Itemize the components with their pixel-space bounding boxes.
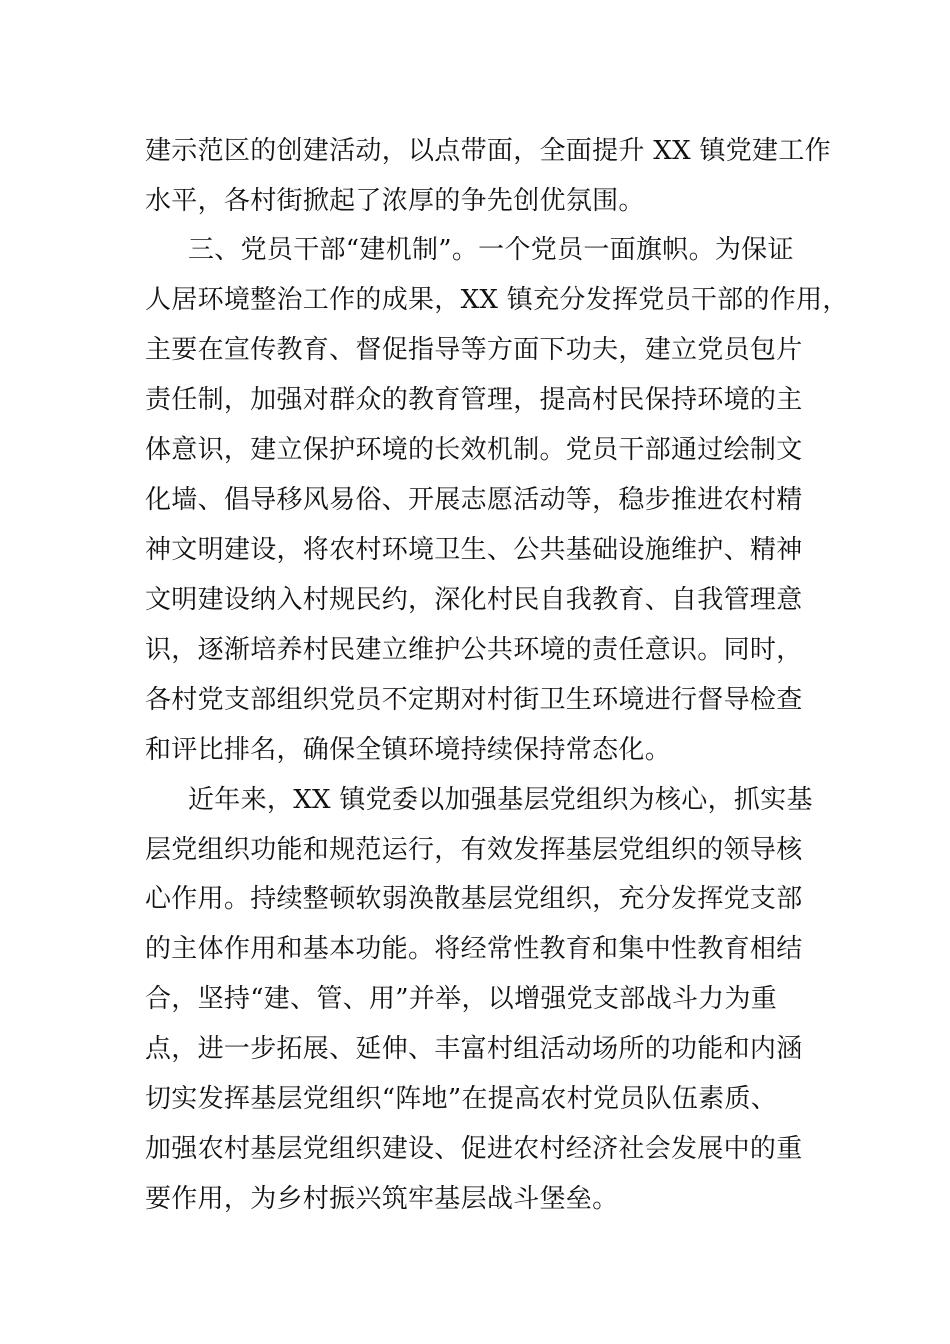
paragraph-3-line-9: 要作用，为乡村振兴筑牢基层战斗堡垒。 — [145, 1184, 619, 1214]
paragraph-2-line-11: 和评比排名，确保全镇环境持续保持常态化。 — [145, 735, 672, 765]
paragraph-2-line-4: 责任制，加强对群众的教育管理，提高村民保持环境的主 — [145, 385, 803, 415]
paragraph-3-line-6: 点，进一步拓展、延伸、丰富村组活动场所的功能和内涵 — [145, 1034, 803, 1064]
paragraph-3-line-7: 切实发挥基层党组织“阵地”在提高农村党员队伍素质、 — [145, 1084, 778, 1114]
paragraph-3-line-3: 心作用。持续整顿软弱涣散基层党组织，充分发挥党支部 — [145, 884, 803, 914]
paragraph-3-line-4: 的主体作用和基本功能。将经常性教育和集中性教育相结 — [145, 934, 803, 964]
paragraph-2-line-2: 人居环境整治工作的成果，XX 镇充分发挥党员干部的作用， — [145, 285, 849, 315]
paragraph-2-line-9: 识，逐渐培养村民建立维护公共环境的责任意识。同时， — [145, 635, 803, 665]
paragraph-3-line-5: 合，坚持“建、管、用”并举，以增强党支部战斗力为重 — [145, 984, 778, 1014]
paragraph-1-line-2: 水平，各村街掀起了浓厚的争先创优氛围。 — [145, 186, 645, 216]
paragraph-2-line-8: 文明建设纳入村规民约，深化村民自我教育、自我管理意 — [145, 585, 803, 615]
paragraph-3-line-2: 层党组织功能和规范运行，有效发挥基层党组织的领导核 — [145, 835, 803, 865]
paragraph-3-line-8: 加强农村基层党组织建设、促进农村经济社会发展中的重 — [145, 1134, 803, 1164]
paragraph-2-line-3: 主要在宣传教育、督促指导等方面下功夫，建立党员包片 — [145, 335, 803, 365]
paragraph-2-line-6: 化墙、倡导移风易俗、开展志愿活动等，稳步推进农村精 — [145, 485, 803, 515]
paragraph-1-line-1: 建示范区的创建活动，以点带面，全面提升 XX 镇党建工作 — [145, 136, 831, 166]
paragraph-2-line-10: 各村党支部组织党员不定期对村街卫生环境进行督导检查 — [145, 685, 803, 715]
paragraph-3-line-1: 近年来，XX 镇党委以加强基层党组织为核心，抓实基 — [188, 785, 813, 815]
paragraph-2-line-5: 体意识，建立保护环境的长效机制。党员干部通过绘制文 — [145, 435, 803, 465]
paragraph-2-line-1: 三、党员干部“建机制”。一个党员一面旗帜。为保证 — [188, 235, 794, 265]
paragraph-2-line-7: 神文明建设，将农村环境卫生、公共基础设施维护、精神 — [145, 535, 803, 565]
